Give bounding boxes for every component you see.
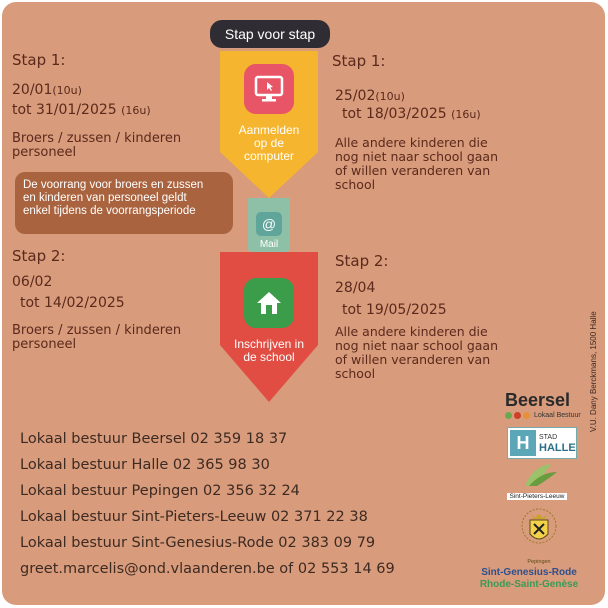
step2-label: Inschrijven in de school	[233, 337, 305, 364]
sint-genesius-rode-logo: Sint-Genesius-Rode Rhode-Saint-Genèse	[479, 567, 579, 590]
mail-label: Mail	[259, 239, 279, 250]
contact-pepingen: Lokaal bestuur Pepingen 02 356 32 24	[20, 483, 300, 499]
right-stap2-to: tot 19/05/2025	[342, 302, 447, 318]
left-stap2-to: tot 14/02/2025	[20, 295, 125, 311]
pepingen-logo: Pepingen	[519, 506, 559, 562]
house-icon	[244, 278, 294, 328]
computer-icon	[244, 64, 294, 114]
step-by-step-pill: Stap voor stap	[210, 20, 330, 48]
pepingen-crest-icon	[519, 506, 559, 554]
right-stap1-desc: Alle andere kinderen die nog niet naar school gaan of willen veranderen van school	[335, 135, 499, 192]
beersel-logo: Beersel Lokaal Bestuur	[505, 390, 581, 419]
left-stap2-from: 06/02	[12, 274, 53, 290]
contact-halle: Lokaal bestuur Halle 02 365 98 30	[20, 457, 270, 473]
left-stap2-title: Stap 2:	[12, 247, 66, 265]
contact-beersel: Lokaal bestuur Beersel 02 359 18 37	[20, 431, 288, 447]
mail-icon: @	[256, 212, 282, 236]
right-stap2-title: Stap 2:	[335, 252, 389, 270]
contact-sint-pieters-leeuw: Lokaal bestuur Sint-Pieters-Leeuw 02 371 22 38	[20, 509, 368, 525]
step1-label: Aanmelden op de computer	[238, 123, 300, 163]
sint-pieters-leeuw-logo: Sint-Pieters-Leeuw	[507, 462, 567, 498]
right-stap1-to: tot 18/03/2025 (16u)	[342, 106, 481, 122]
leeuw-leaf-icon	[507, 462, 567, 488]
right-stap2-desc: Alle andere kinderen die nog niet naar school gaan of willen veranderen van school	[335, 324, 499, 381]
right-stap2-from: 28/04	[335, 280, 376, 296]
priority-notice: De voorrang voor broers en zussen en kinderen van personeel geldt enkel tijdens de voorrangsperiode	[15, 172, 233, 234]
right-stap1-from: 25/02(10u)	[335, 88, 405, 104]
left-stap1-to: tot 31/01/2025 (16u)	[12, 102, 151, 118]
flyer-card	[2, 2, 605, 605]
responsible-publisher: V.U. Dany Berckmans, 1500 Halle	[589, 311, 598, 432]
left-stap1-desc: Broers / zussen / kinderen personeel	[12, 131, 182, 160]
left-stap1-from: 20/01(10u)	[12, 82, 82, 98]
left-stap1-title: Stap 1:	[12, 51, 66, 69]
right-stap1-title: Stap 1:	[332, 52, 386, 70]
left-stap2-desc: Broers / zussen / kinderen personeel	[12, 323, 182, 352]
contact-sint-genesius-rode: Lokaal bestuur Sint-Genesius-Rode 02 383 09 79	[20, 535, 376, 551]
contact-email[interactable]: greet.marcelis@ond.vlaanderen.be of 02 553 14 69	[20, 561, 395, 577]
halle-logo: H STAD HALLE	[507, 427, 577, 459]
